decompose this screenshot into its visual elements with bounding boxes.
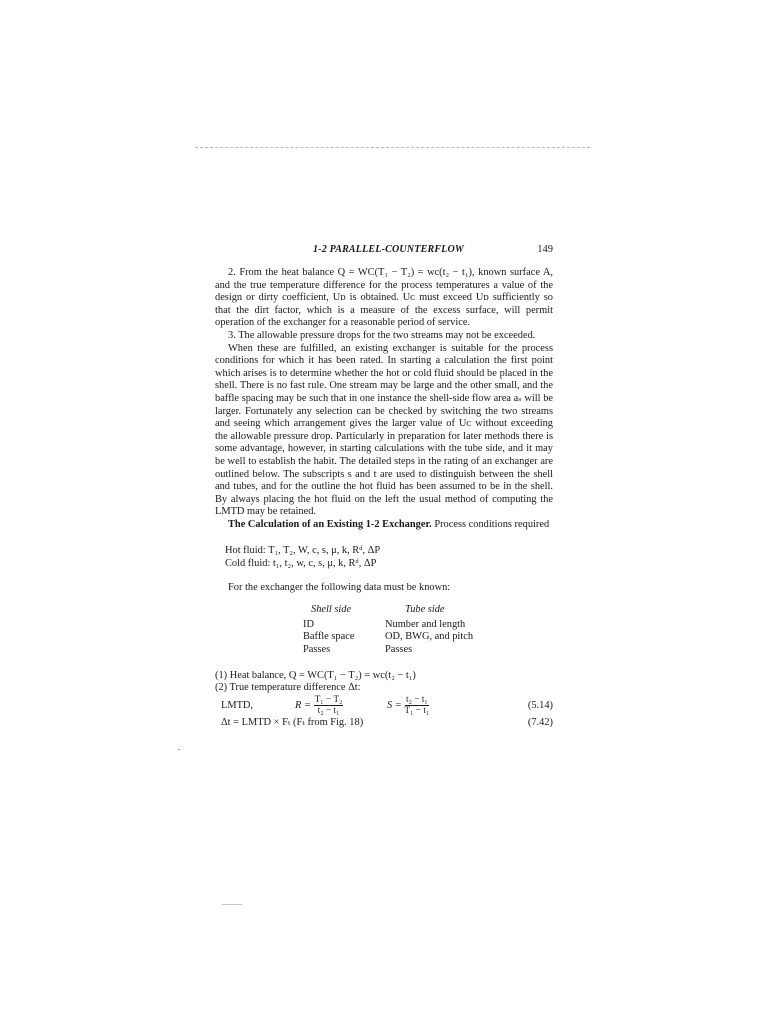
equation-number-5-14: (5.14) <box>527 699 553 711</box>
exchanger-data-intro: For the exchanger the following data must be known: <box>228 581 451 593</box>
paragraph-heat-balance: 2. From the heat balance Q = WC(T₁ − T₂) = wc(t₂ − t₁), known surface A, and the true temperature difference for the process temperatures a value of the design or dirty coefficient, Uᴅ is obtained. Uᴄ must exceed Uᴅ sufficiently so that the dirt factor, which is a measure of the excess surface, will permit operation of the exchanger for a reasonable period of service. <box>215 267 553 329</box>
hot-fluid-line: Hot fluid: T₁, T₂, W, c, s, μ, k, Rᵈ, ΔP <box>225 545 381 557</box>
table-cell: OD, BWG, and pitch <box>385 631 474 643</box>
paragraph-existing-exchanger: When these are fulfilled, an existing exchanger is suitable for the process conditions for which it has been rated. In starting a calculation the first point which arises is to determine whether the hot or cold fluid should be placed in the shell. There is no fast rule. One stream may be large and the other small, and the baffle spacing may be such that in one instance the shell-side flow area aₛ will be larger. Fortunately any selection can be checked by switching the two streams and seeing which arrangement gives the larger value of Uᴄ without exceeding the allowable pressure drop. Particularly in preparation for later methods there is some advantage, however, in starting calculations with the tube side, and it may be well to establish the habit. The detailed steps in the rating of an exchanger are outlined below. The subscripts s and t are used to distinguish between the shell and tubes, and for the outline the hot fluid has been assumed to be in the shell. By always placing the hot fluid on the left the usual method of computing the LMTD may be retained. <box>215 342 553 518</box>
calculation-steps <box>215 670 553 731</box>
table-row <box>303 619 473 632</box>
table-cell: Passes <box>385 644 413 656</box>
running-header <box>215 244 553 260</box>
r-numerator: T₁ − T₂ <box>314 694 343 705</box>
s-ratio <box>387 695 429 716</box>
section-text: Process conditions required <box>434 518 550 530</box>
scan-speck <box>222 904 242 905</box>
table-cell: Passes <box>303 644 331 656</box>
shell-side-header: Shell side <box>311 604 352 616</box>
table-cell: Baffle space <box>303 631 355 643</box>
table-cell: ID <box>303 618 314 630</box>
cold-fluid-line: Cold fluid: t₁, t₂, w, c, s, μ, k, Rᵈ, ΔP <box>225 558 377 570</box>
lmtd-equation <box>215 695 553 717</box>
book-page <box>215 244 553 731</box>
delta-t-equation <box>215 717 553 731</box>
s-fraction <box>404 695 429 716</box>
s-denominator: T₁ − t₁ <box>404 705 430 716</box>
r-ratio <box>295 695 343 716</box>
fluid-list <box>225 545 553 570</box>
equation-number-7-42: (7.42) <box>527 716 553 728</box>
delta-t-text: Δt = LMTD × Fₜ (Fₜ from Fig. 18) <box>221 716 364 728</box>
running-title: 1-2 PARALLEL-COUNTERFLOW <box>313 244 465 255</box>
s-numerator: t₂ − t₁ <box>405 694 428 705</box>
r-denominator: t₂ − t₁ <box>317 705 340 716</box>
paragraph-pressure-drop: 3. The allowable pressure drops for the two streams may not be exceeded. <box>228 329 536 341</box>
step-temperature-difference: (2) True temperature difference Δt: <box>215 682 361 694</box>
page-number: 149 <box>537 244 553 255</box>
lmtd-label: LMTD, <box>221 699 254 711</box>
step-heat-balance: (1) Heat balance, Q = WC(T₁ − T₂) = wc(t₂ − t₁) <box>215 669 416 681</box>
scan-artifact-line <box>195 147 590 148</box>
table-row <box>303 631 473 644</box>
scan-speck <box>178 749 180 750</box>
section-heading: The Calculation of an Existing 1-2 Exchanger. <box>228 518 432 530</box>
r-label: R = <box>295 699 311 711</box>
section-paragraph <box>215 519 553 532</box>
r-fraction <box>314 695 344 716</box>
exchanger-data-table <box>303 604 473 656</box>
tube-side-header: Tube side <box>405 604 445 616</box>
s-label: S = <box>387 699 402 711</box>
table-row <box>303 644 473 657</box>
table-cell: Number and length <box>385 618 466 630</box>
